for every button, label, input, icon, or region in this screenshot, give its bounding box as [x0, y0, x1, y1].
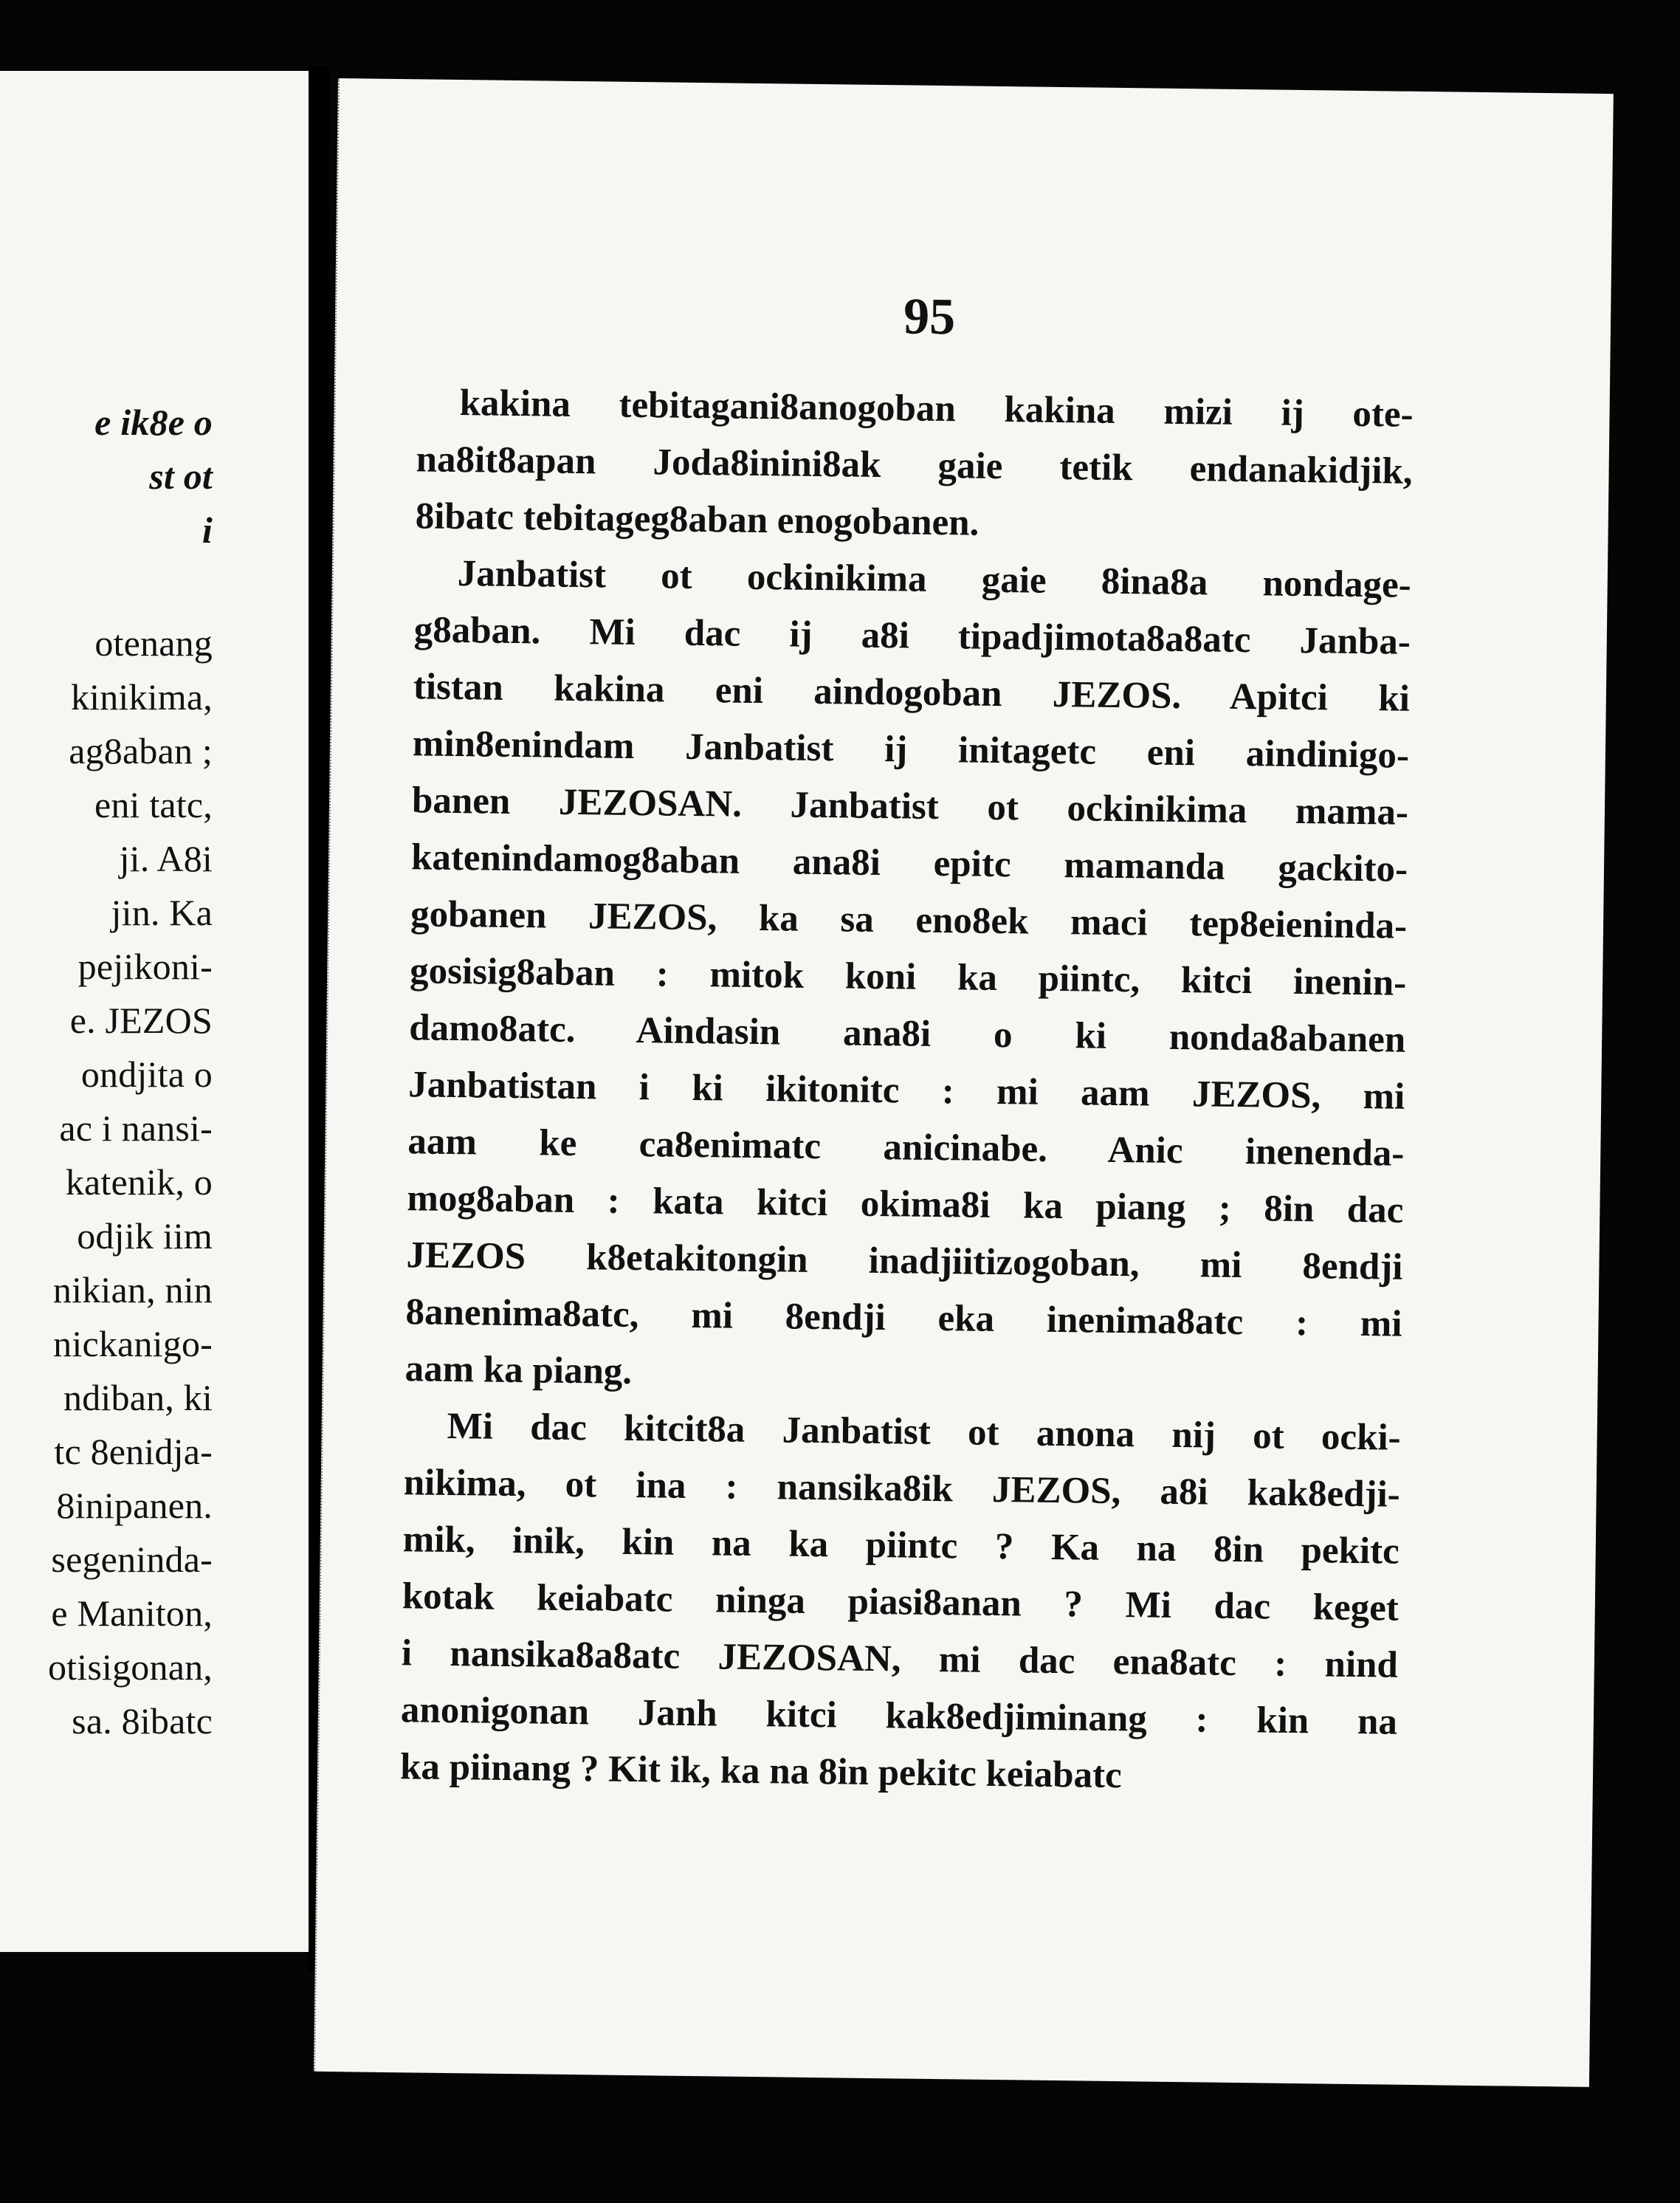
- facing-page-line: jin. Ka: [111, 892, 213, 933]
- facing-page-line: e ik8e o: [94, 402, 213, 443]
- text-line: kakina tebitagani8anogoban kakina mizi ij ote-: [459, 382, 1414, 436]
- text-line: banen JEZOSAN. Janbatist ot ockinikima mama-: [411, 780, 1409, 834]
- text-line: Janbatistan i ki ikitonitc : mi aam JEZOS, mi: [408, 1064, 1405, 1118]
- facing-page-line: nikian, nin: [52, 1269, 213, 1310]
- facing-page-line: ondjita o: [80, 1054, 213, 1095]
- text-line: katenindamog8aban ana8i epitc mamanda gackito-: [410, 836, 1408, 890]
- facing-page-line: nickanigo-: [53, 1323, 213, 1364]
- facing-page-line: odjik iim: [77, 1215, 213, 1257]
- facing-page-line: ac i nansi-: [59, 1107, 213, 1149]
- page-95: [314, 78, 1614, 2087]
- facing-page-line: e Maniton,: [51, 1592, 213, 1634]
- facing-page-line: ji. A8i: [119, 838, 213, 879]
- page-number: 95: [903, 288, 956, 346]
- facing-page-line: sa. 8ibatc: [72, 1700, 213, 1742]
- paragraph: [404, 545, 1411, 1409]
- facing-page-line: kinikima,: [70, 676, 213, 718]
- facing-page-line: ag8aban ;: [69, 730, 213, 771]
- facing-page-fragment: [0, 71, 309, 1952]
- facing-page-line: katenik, o: [65, 1161, 213, 1203]
- text-line: gosisig8aban : mitok koni ka piintc, kitci inenin-: [409, 950, 1407, 1004]
- facing-page-line: ndiban, ki: [63, 1377, 213, 1418]
- text-line: mog8aban : kata kitci okima8i ka piang ; 8in dac: [407, 1178, 1404, 1231]
- text-line: na8it8apan Joda8inini8ak gaie tetik endanakidjik,: [416, 439, 1413, 492]
- facing-page-line: i: [202, 509, 213, 551]
- text-line: Mi dac kitcit8a Janbatist ot anona nij ot ocki-: [447, 1405, 1401, 1459]
- text-line: nikima, ot ina : nansika8ik JEZOS, a8i kak8edji-: [403, 1462, 1401, 1516]
- facing-page-line: segeninda-: [51, 1539, 213, 1580]
- text-line: ka piinang ? Kit ik, ka na 8in pekitc keiabatc: [399, 1746, 1123, 1797]
- text-line: tistan kakina eni aindogoban JEZOS. Apitci ki: [413, 666, 1411, 720]
- page-body-text: [400, 374, 1414, 1807]
- facing-page-line: tc 8enidja-: [54, 1431, 213, 1472]
- facing-page-line: pejikoni-: [78, 946, 213, 987]
- text-line: min8enindam Janbatist ij initagetc eni aindinigo-: [412, 723, 1410, 777]
- facing-page-line: eni tatc,: [94, 784, 213, 825]
- text-line: aam ka piang.: [404, 1348, 633, 1392]
- text-line: 8ibatc tebitageg8aban enogobanen.: [415, 495, 980, 544]
- facing-page-line: otisigonan,: [47, 1646, 213, 1688]
- facing-page-line: 8inipanen.: [56, 1485, 213, 1526]
- paragraph: [400, 1398, 1401, 1807]
- text-line: kotak keiabatc ninga piasi8anan ? Mi dac keget: [402, 1575, 1400, 1629]
- text-line: JEZOS k8etakitongin inadjiitizogoban, mi 8endji: [406, 1234, 1403, 1288]
- text-line: gobanen JEZOS, ka sa eno8ek maci tep8eieninda-: [410, 893, 1408, 947]
- facing-page-line: e. JEZOS: [69, 1000, 213, 1041]
- text-line: aam ke ca8enimatc anicinabe. Anic inenenda-: [407, 1121, 1405, 1175]
- facing-page-line: st ot: [149, 456, 213, 497]
- text-line: g8aban. Mi dac ij a8i tipadjimota8a8atc Janba-: [413, 609, 1411, 663]
- text-line: mik, inik, kin na ka piintc ? Ka na 8in pekitc: [402, 1519, 1400, 1573]
- text-line: anonigonan Janh kitci kak8edjiminang : kin na: [400, 1689, 1398, 1743]
- text-line: Janbatist ot ockinikima gaie 8ina8a nondage-: [457, 553, 1412, 606]
- paragraph: [415, 374, 1414, 557]
- text-line: 8anenima8atc, mi 8endji eka inenima8atc : mi: [405, 1291, 1402, 1345]
- text-line: i nansika8a8atc JEZOSAN, mi dac ena8atc : nind: [401, 1632, 1399, 1686]
- text-line: damo8atc. Aindasin ana8i o ki nonda8abanen: [408, 1007, 1406, 1061]
- facing-page-text: [0, 396, 213, 1748]
- facing-page-line: otenang: [94, 622, 213, 664]
